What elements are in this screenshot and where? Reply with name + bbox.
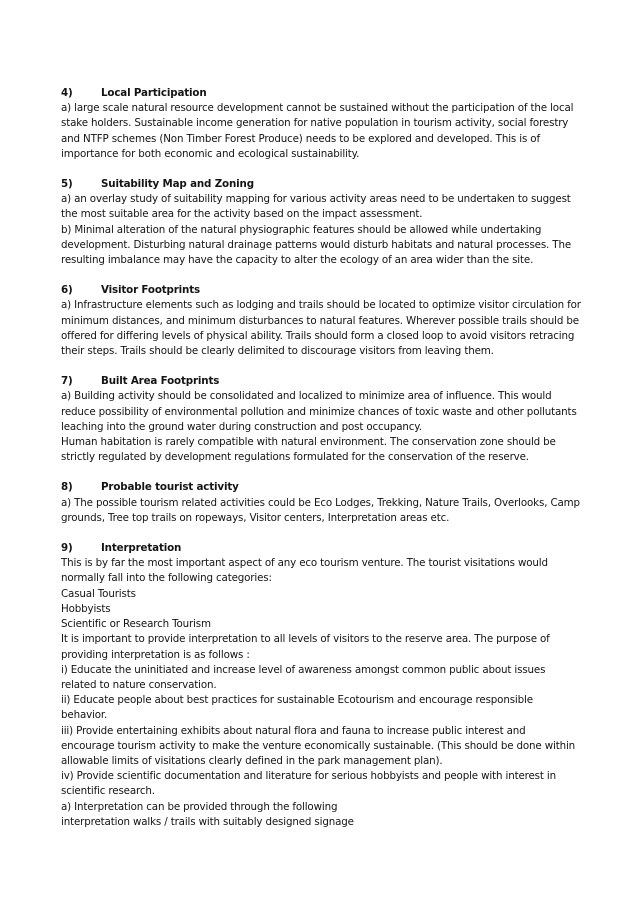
section-title: Suitability Map and Zoning [101, 178, 254, 191]
paragraph: iv) Provide scientific documentation and literature for serious hobbyists and people with interest in scientific research. [61, 770, 556, 798]
paragraph: iii) Provide entertaining exhibits about natural flora and fauna to increase public interest and encourage tourism activity to make the venture economically sustainable. (This should be done within allowable limits of visitations clearly defined in the park management plan). [61, 724, 576, 767]
section-title: Built Area Footprints [101, 375, 220, 388]
section-number: 6) [61, 284, 73, 297]
paragraph: i) Educate the uninitiated and increase level of awareness amongst common public about issues related to nature conservation. [61, 663, 546, 691]
section-built-area-footprints [61, 374, 581, 465]
section-title: Probable tourist activity [101, 481, 239, 494]
section-number: 5) [61, 178, 73, 191]
section-number: 9) [61, 542, 73, 555]
section-heading [61, 86, 581, 101]
section-number: 7) [61, 375, 73, 388]
section-heading [61, 283, 581, 298]
list-item: Hobbyists [61, 602, 111, 615]
list-item: Casual Tourists [61, 587, 136, 600]
section-heading [61, 177, 581, 192]
paragraph: a) The possible tourism related activities could be Eco Lodges, Trekking, Nature Trails, Overlooks, Camp grounds, Tree top trails on ropeways, Visitor centers, Interpretation areas etc. [61, 496, 580, 524]
section-interpretation [61, 541, 581, 830]
section-number: 4) [61, 87, 73, 99]
paragraph: a) an overlay study of suitability mapping for various activity areas need to be undertaken to suggest the most suitable area for the activity based on the impact assessment. [61, 193, 571, 221]
paragraph: b) Minimal alteration of the natural physiographic features should be allowed while undertaking development. Disturbing natural drainage patterns would disturb habitats and natural processes. The resulting imbalance may have the capacity to alter the ecology of an area wider than the site. [61, 223, 571, 267]
paragraph: Human habitation is rarely compatible with natural environment. The conservation zone should be strictly regulated by development regulations formulated for the conservation of the reserve. [61, 436, 556, 464]
paragraph: a) Building activity should be consolidated and localized to minimize area of influence. This would reduce possibility of environmental pollution and minimize chances of toxic waste and other pollutants leaching into the ground water during construction and post occupancy. [61, 390, 577, 433]
paragraph: ii) Educate people about best practices for sustainable Ecotourism and encourage responsible behavior. [61, 694, 533, 722]
section-title: Interpretation [101, 542, 182, 555]
section-visitor-footprints [61, 283, 581, 359]
paragraph: This is by far the most important aspect of any eco tourism venture. The tourist visitations would normally fall into the following categories: [61, 557, 548, 585]
paragraph: a) Interpretation can be provided through the following [61, 800, 338, 813]
section-heading [61, 541, 581, 556]
paragraph: a) large scale natural resource development cannot be sustained without the participation of the local stake holders. Sustainable income generation for native population in tourism activity, social forestry and NTFP schemes (Non Timber Forest Produce) needs to be explored and developed. This is of importance for both economic and ecological sustainability. [61, 102, 574, 160]
paragraph: a) Infrastructure elements such as lodging and trails should be located to optimize visitor circulation for minimum distances, and minimum disturbances to natural features. Wherever possible trails should be offered for differing levels of physical ability. Trails should form a closed loop to avoid visitors retracing their steps. Trails should be clearly delimited to discourage visitors from leaving them. [61, 299, 581, 358]
list-item: Scientific or Research Tourism [61, 618, 211, 631]
section-heading [61, 480, 581, 495]
section-title: Visitor Footprints [101, 284, 200, 297]
section-suitability-map [61, 177, 581, 268]
section-local-participation [61, 86, 581, 162]
paragraph: It is important to provide interpretation to all levels of visitors to the reserve area. The purpose of providing interpretation is as follows : [61, 633, 550, 661]
section-title: Local Participation [101, 87, 207, 99]
section-number: 8) [61, 481, 73, 494]
document-page [61, 86, 581, 830]
paragraph: interpretation walks / trails with suitably designed signage [61, 815, 354, 828]
section-heading [61, 374, 581, 389]
section-probable-tourist-activity [61, 480, 581, 526]
